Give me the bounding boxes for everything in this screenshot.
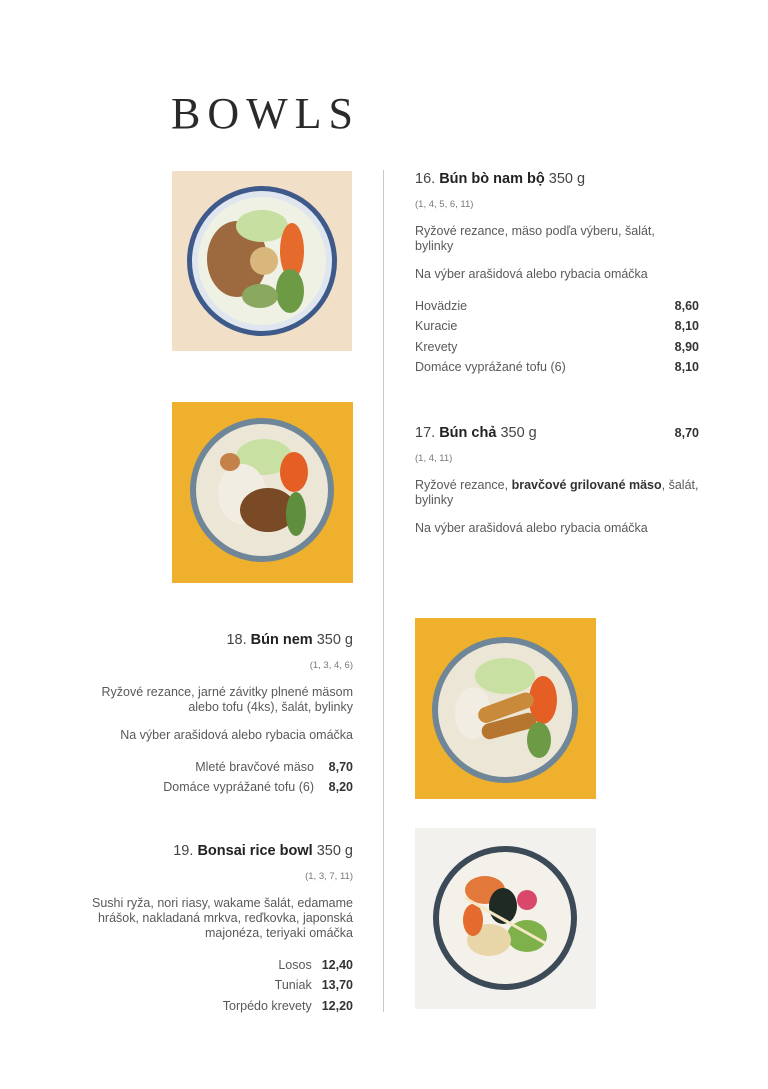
item-sauce-note: Na výber arašidová alebo rybacia omáčka xyxy=(120,728,353,742)
option-price: 8,10 xyxy=(674,319,699,334)
bowl-image xyxy=(172,171,352,351)
column-divider xyxy=(383,170,384,1012)
option-price: 12,40 xyxy=(321,957,353,972)
photo-bun-bo-nam-bo xyxy=(172,171,352,351)
item-description: Sushi ryža, nori riasy, wakame šalát, edamame hrášok, nakladaná mrkva, reďkovka, japonská majonéza, teriyaki omáčka xyxy=(92,896,353,940)
option-price: 13,70 xyxy=(321,978,353,993)
item-heading xyxy=(415,426,699,441)
item-weight: 350 g xyxy=(316,843,353,859)
item-allergens: (1, 4, 11) xyxy=(415,453,453,464)
option-row: Kuracie 8,10 xyxy=(415,319,699,334)
menu-item-16 xyxy=(415,172,699,378)
item-number: 16. xyxy=(415,171,436,187)
item-allergens: (1, 3, 4, 6) xyxy=(309,660,353,671)
option-price: 12,20 xyxy=(321,998,353,1013)
photo-bun-cha xyxy=(172,402,353,583)
item-weight: 350 g xyxy=(500,425,537,441)
item-sauce-note: Na výber arašidová alebo rybacia omáčka xyxy=(415,521,648,535)
option-price: 8,90 xyxy=(674,339,699,354)
option-row: Krevety 8,90 xyxy=(415,339,699,354)
menu-item-19 xyxy=(64,844,353,1017)
option-row: Domáce vyprážané tofu (6) 8,10 xyxy=(415,360,699,375)
item-number: 18. xyxy=(226,632,247,648)
bowl-image xyxy=(415,618,596,799)
item-price: 8,70 xyxy=(674,426,699,440)
item-number: 17. xyxy=(415,425,436,441)
item-sauce-note: Na výber arašidová alebo rybacia omáčka xyxy=(415,267,648,281)
item-description: Ryžové rezance, jarné závitky plnené mäsom alebo tofu (4ks), šalát, bylinky xyxy=(101,685,353,714)
option-price: 8,10 xyxy=(674,360,699,375)
item-weight: 350 g xyxy=(548,171,586,187)
option-row: Losos 12,40 xyxy=(278,957,353,972)
page-title: BOWLS xyxy=(171,89,360,138)
item-name: Bún chả xyxy=(439,425,497,441)
menu-item-18 xyxy=(64,633,353,798)
bowl-image xyxy=(172,402,353,583)
menu-item-17 xyxy=(415,426,699,536)
option-row: Hovädzie 8,60 xyxy=(415,298,699,313)
item-heading xyxy=(64,633,353,648)
option-row: Torpédo krevety 12,20 xyxy=(222,998,353,1013)
option-row: Domáce vyprážané tofu (6) 8,20 xyxy=(163,780,353,795)
item-heading xyxy=(415,172,699,187)
item-options xyxy=(64,955,353,1017)
photo-bun-nem xyxy=(415,618,596,799)
item-heading xyxy=(64,844,353,859)
item-allergens: (1, 3, 7, 11) xyxy=(305,871,353,882)
option-row: Tuniak 13,70 xyxy=(274,978,353,993)
item-name: Bonsai rice bowl xyxy=(197,843,313,859)
item-options xyxy=(64,757,353,798)
bowl-image xyxy=(415,828,596,1009)
item-name: Bún nem xyxy=(250,632,313,648)
option-row: Mleté bravčové mäso 8,70 xyxy=(195,759,353,774)
item-description: Ryžové rezance, mäso podľa výberu, šalát, bylinky xyxy=(415,224,655,253)
item-description: Ryžové rezance, bravčové grilované mäso, šalát, bylinky xyxy=(415,478,699,507)
item-name: Bún bò nam bộ xyxy=(439,171,545,187)
option-price: 8,20 xyxy=(328,780,353,795)
item-allergens: (1, 4, 5, 6, 11) xyxy=(415,199,474,210)
item-number: 19. xyxy=(173,843,194,859)
option-price: 8,60 xyxy=(674,298,699,313)
option-price: 8,70 xyxy=(328,759,353,774)
item-weight: 350 g xyxy=(316,632,353,648)
photo-bonsai-rice-bowl xyxy=(415,828,596,1009)
item-options xyxy=(415,296,699,378)
